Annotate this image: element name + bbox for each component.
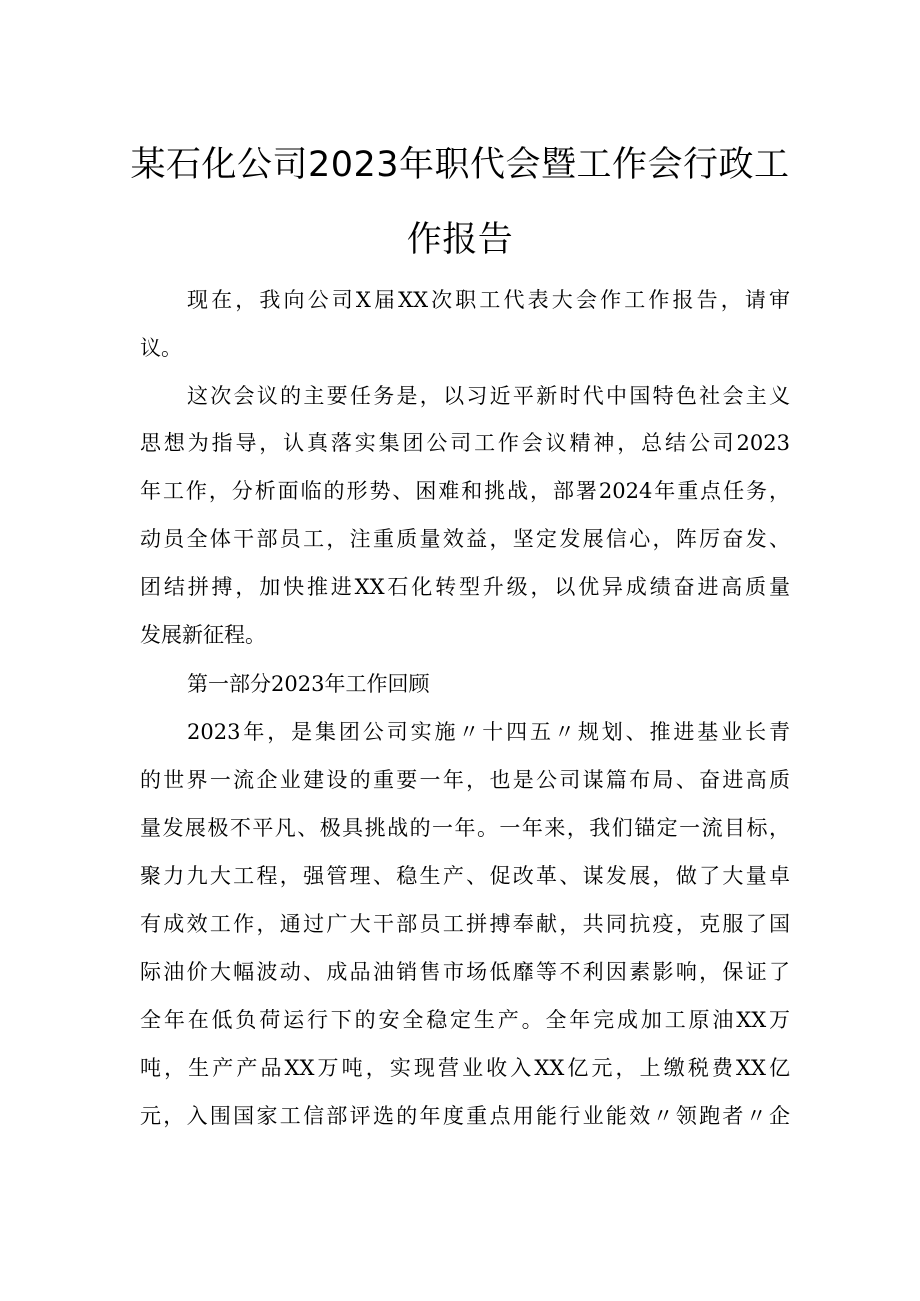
paragraph-line: 的世界一流企业建设的重要一年，也是公司谋篇布局、奋进高质: [140, 768, 790, 792]
paragraph-line: 聚力九大工程，强管理、稳生产、促改革、谋发展，做了大量卓: [140, 864, 790, 888]
paragraph-line: 团结拼搏，加快推进XX石化转型升级，以优异成绩奋进高质量: [140, 575, 790, 599]
paragraph-line: 年工作，分析面临的形势、困难和挑战，部署2024年重点任务，: [140, 479, 790, 503]
document-title-line-1: 某石化公司2023年职代会暨工作会行政工: [130, 145, 790, 185]
paragraph-line: 动员全体干部员工，注重质量效益，坚定发展信心，阵厉奋发、: [140, 527, 790, 551]
document-title-line-2: 作报告: [406, 220, 514, 260]
paragraph-line: 际油价大幅波动、成品油销售市场低靡等不利因素影响，保证了: [140, 960, 790, 984]
paragraph-line: 议。: [140, 336, 182, 360]
section-heading: 第一部分2023年工作回顾: [187, 672, 430, 696]
paragraph-line: 思想为指导，认真落实集团公司工作会议精神，总结公司2023: [140, 431, 790, 455]
paragraph-line: 有成效工作，通过广大干部员工拼搏奉献，共同抗疫，克服了国: [140, 912, 790, 936]
paragraph-line: 元，入围国家工信部评选的年度重点用能行业能效〃领跑者〃企: [140, 1104, 790, 1128]
paragraph-line: 发展新征程。: [140, 623, 266, 647]
paragraph-line: 量发展极不平凡、极具挑战的一年。一年来，我们锚定一流目标，: [140, 816, 790, 840]
paragraph-line: 2023年，是集团公司实施〃十四五〃规划、推进基业长青: [187, 720, 790, 744]
paragraph-line: 吨，生产产品XX万吨，实现营业收入XX亿元，上缴税费XX亿: [140, 1056, 790, 1080]
paragraph-line: 现在，我向公司X届XX次职工代表大会作工作报告，请审: [187, 288, 790, 312]
paragraph-line: 这次会议的主要任务是，以习近平新时代中国特色社会主义: [187, 384, 790, 408]
paragraph-line: 全年在低负荷运行下的安全稳定生产。全年完成加工原油XX万: [140, 1008, 790, 1032]
